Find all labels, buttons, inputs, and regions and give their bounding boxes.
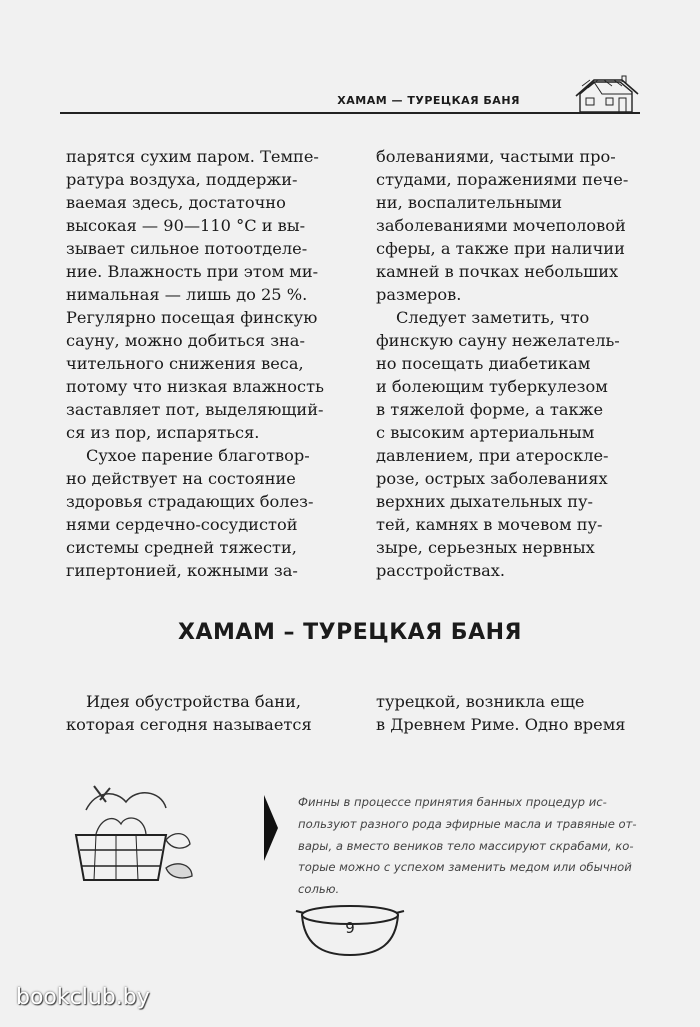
page-header [60, 72, 640, 112]
section-paragraph-right: турецкой, возникла еще в Древнем Риме. Одно время [376, 692, 626, 734]
page-number: 9 [345, 919, 355, 937]
paragraph-4: Следует заметить, что финскую сауну нежелатель- но посещать диабетикам и болеющим туберкулезом в тяжелой форме, а также с высоким артериальным давлением, при атероскле- розе, острых заболеваниях верхних дыхательных пу- тей, камнях в мочевом пу- зыре, серьезных нервных расстройствах. [376, 308, 620, 580]
column-right [376, 145, 646, 582]
column-left [66, 145, 336, 582]
bath-tub-illustration-icon [66, 780, 196, 890]
section-column-right [376, 690, 646, 736]
pointer-arrow-icon [264, 795, 278, 861]
section-column-left [66, 690, 336, 736]
section-paragraph-left: Идея обустройства бани, которая сегодня называется [66, 692, 312, 734]
sidebar-note [66, 770, 646, 900]
section-heading: ХАМАМ – ТУРЕЦКАЯ БАНЯ [178, 620, 522, 645]
paragraph-1: парятся сухим паром. Темпе- ратура воздуха, поддержи- ваемая здесь, достаточно высокая — 90—110 °С и вы- зывает сильное потоотделе- ние. Влажность при этом ми- нимальная — лишь до 25 %. Регулярно посещая финскую сауну, можно добиться зна- чительного снижения веса, потому что низкая влажность заставляет пот, выделяющий- ся из пор, испаряться. [66, 147, 324, 442]
bathhouse-icon [574, 74, 640, 114]
paragraph-2: Сухое парение благотвор- но действует на состояние здоровья страдающих болез- нями сердечно-сосудистой системы средней тяжести, гипертонией, кожными за- [66, 446, 314, 580]
watermark: bookclub.by [16, 985, 150, 1010]
paragraph-3: болеваниями, частыми про- студами, поражениями пече- ни, воспалительными заболеваниями мочеполовой сферы, а также при наличии камней в почках небольших размеров. [376, 147, 629, 304]
header-rule [60, 112, 640, 114]
note-text: Финны в процессе принятия банных процедур ис- пользуют разного рода эфирные масла и травяные от- вары, а вместо веников тело массируют скрабами, ко- торые можно с успехом заменить медом или обычной солью. [298, 795, 637, 897]
running-title: ХАМАМ — ТУРЕЦКАЯ БАНЯ [337, 94, 520, 107]
page-number-badge [290, 895, 410, 965]
